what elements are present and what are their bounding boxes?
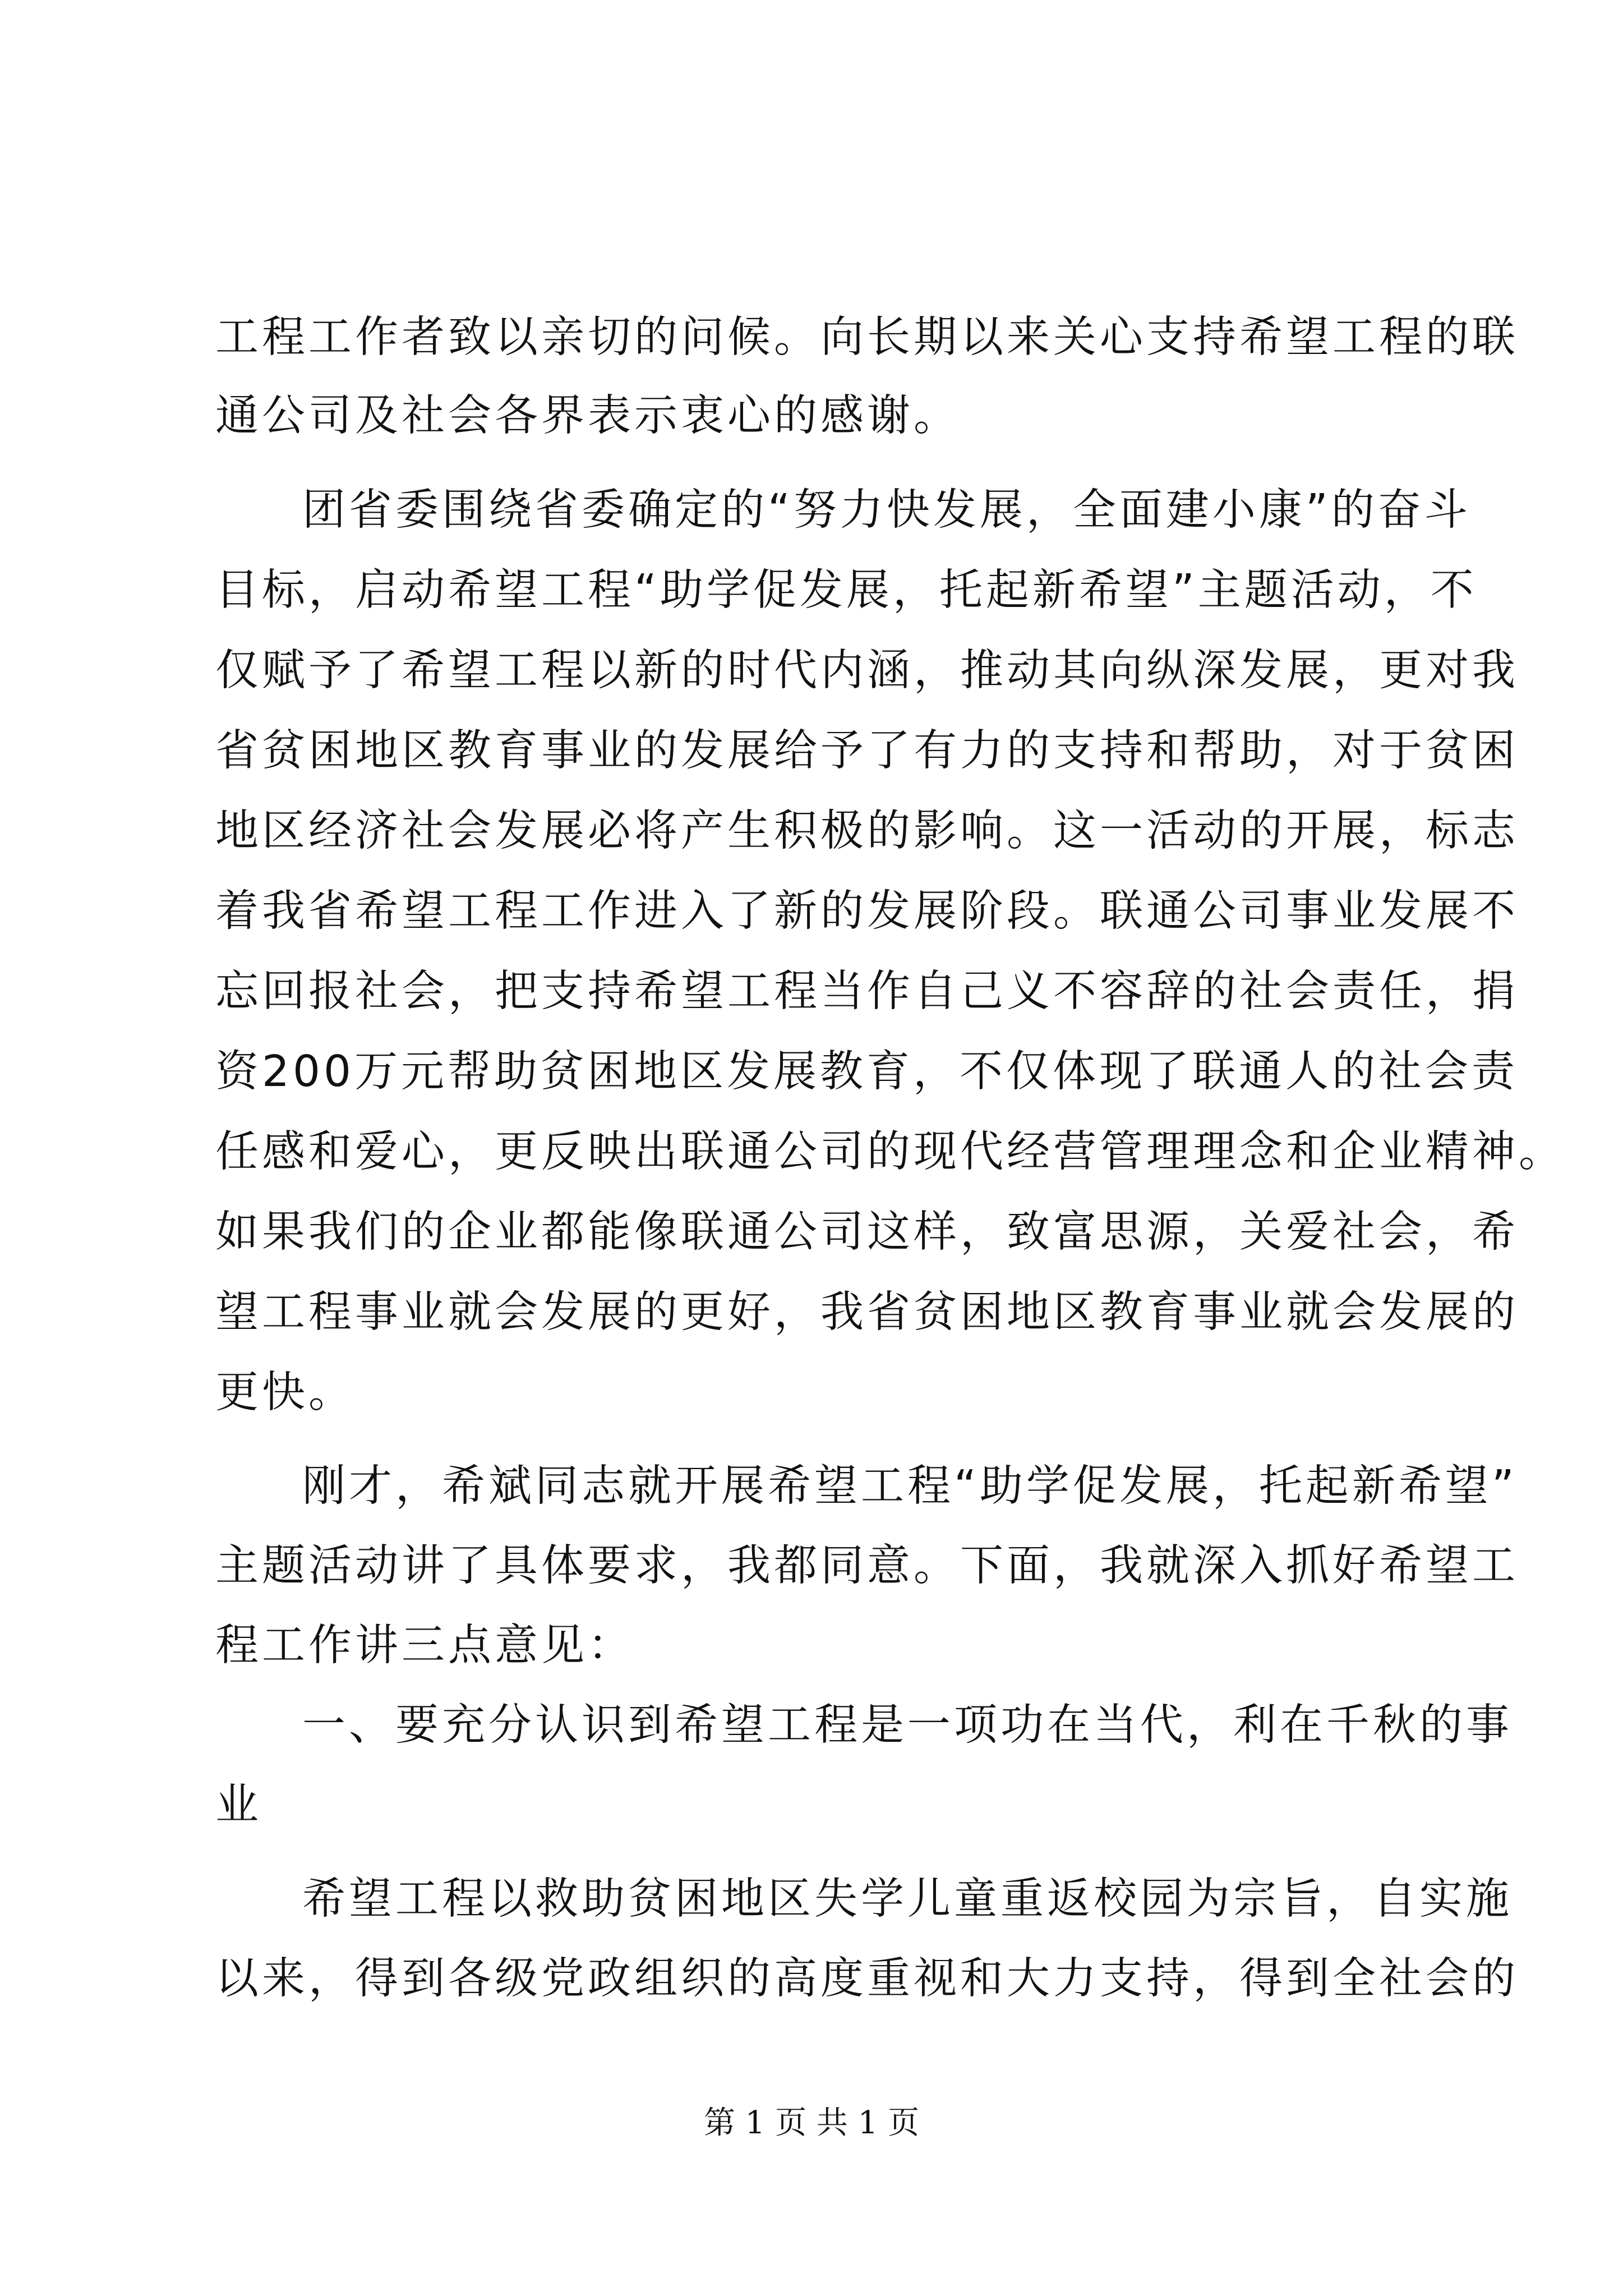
text-line: 主题活动讲了具体要求，我都同意。下面，我就深入抓好希望工 [215, 1541, 1519, 1591]
text-line: 以来，得到各级党政组织的高度重视和大力支持，得到全社会的 [215, 1954, 1519, 2004]
text-line: 工程工作者致以亲切的问候。向长期以来关心支持希望工程的联 [215, 312, 1519, 362]
text-line: 地区经济社会发展必将产生积极的影响。这一活动的开展，标志 [215, 806, 1519, 856]
text-line: 团省委围绕省委确定的“努力快发展，全面建小康”的奋斗 [302, 485, 1471, 535]
text-line: 忘回报社会，把支持希望工程当作自己义不容辞的社会责任，捐 [215, 967, 1519, 1016]
section-heading: 业 [215, 1780, 262, 1830]
text-line: 如果我们的企业都能像联通公司这样，致富思源，关爱社会，希 [215, 1207, 1519, 1257]
text-line: 希望工程以救助贫困地区失学儿童重返校园为宗旨，自实施 [302, 1874, 1513, 1924]
text-line: 通公司及社会各界表示衷心的感谢。 [215, 391, 960, 441]
page-footer: 第 1 页 共 1 页 [703, 2105, 920, 2141]
text-line: 刚才，希斌同志就开展希望工程“助学促发展，托起新希望” [302, 1461, 1518, 1511]
section-heading: 一、要充分认识到希望工程是一项功在当代，利在千秋的事 [302, 1700, 1513, 1750]
text-line: 更快。 [215, 1368, 355, 1418]
text-line: 仅赋予了希望工程以新的时代内涵，推动其向纵深发展，更对我 [215, 646, 1519, 696]
text-line: 望工程事业就会发展的更好，我省贫困地区教育事业就会发展的 [215, 1287, 1519, 1337]
text-line: 省贫困地区教育事业的发展给予了有力的支持和帮助，对于贫困 [215, 726, 1519, 776]
text-line: 程工作讲三点意见： [215, 1621, 634, 1671]
text-line: 着我省希望工程工作进入了新的发展阶段。联通公司事业发展不 [215, 886, 1519, 936]
text-line: 任感和爱心，更反映出联通公司的现代经营管理理念和企业精神。 [215, 1127, 1565, 1177]
text-line: 目标，启动希望工程“助学促发展，托起新希望”主题活动，不 [215, 565, 1477, 615]
text-line: 资200万元帮助贫困地区发展教育，不仅体现了联通人的社会责 [215, 1047, 1518, 1097]
